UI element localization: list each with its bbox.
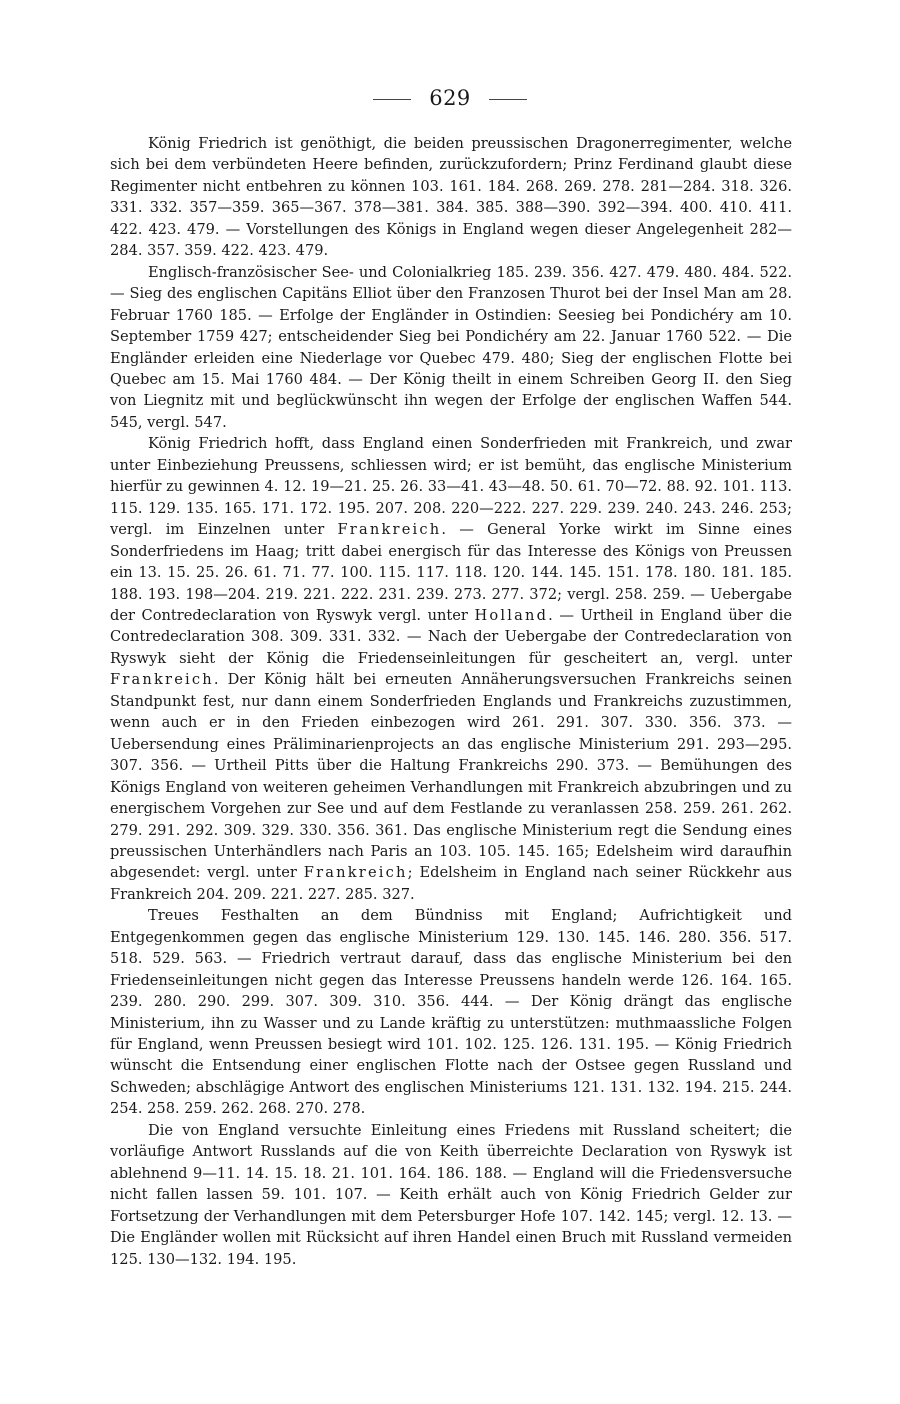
header-rule-right bbox=[489, 99, 527, 100]
cross-reference: Holland bbox=[474, 606, 549, 624]
text-run: Treues Festhalten an dem Bündniss mit England; Aufrichtigkeit und Entgegenkommen gegen das englische Ministerium 129. 130. 145. 146. 280. 356. 517. 518. 529. 563. — Friedrich vertraut darauf, dass das englische Ministerium bei den Friedenseinleitungen nicht gegen das Interesse Preussens handeln werde 126. 164. 165. 239. 280. 290. 299. 307. 309. 310. 356. 444. — Der König drängt das englische Ministerium, ihn zu Wasser und zu Lande kräftig zu unterstützen: muthmaassliche Folgen für England, wenn Preussen besiegt wird 101. 102. 125. 126. 131. 195. — König Friedrich wünscht die Entsendung einer englischen Flotte nach der Ostsee gegen Russland und Schweden; abschlägige Antwort des englischen Ministeriums 121. 131. 132. 194. 215. 244. 254. 258. 259. 262. 268. 270. 278. bbox=[110, 907, 792, 1118]
text-run: König Friedrich ist genöthigt, die beiden preussischen Dragonerregimenter, welche sich bei dem verbündeten Heere befinden, zurückzufordern; Prinz Ferdinand glaubt diese Regimenter nicht entbehren zu können 103. 161. 184. 268. 269. 278. 281—284. 318. 326. 331. 332. 357—359. 365—367. 378—381. 384. 385. 388—390. 392—394. 400. 410. 411. 422. 423. 479. — Vorstellungen des Königs in England wegen dieser Angelegenheit 282—284. 357. 359. 422. 423. 479. bbox=[110, 135, 792, 260]
page-header bbox=[0, 84, 900, 112]
paragraph-sonderfrieden bbox=[110, 433, 792, 905]
text-run: Die von England versuchte Einleitung eines Friedens mit Russland scheitert; die vorläufige Antwort Russlands auf die von Keith überreichte Declaration von Ryswyk ist ablehnend 9—11. 14. 15. 18. 21. 101. 164. 186. 188. — England will die Friedensversuche nicht fallen lassen 59. 101. 107. — Keith erhält auch von König Friedrich Gelder zur Fortsetzung der Verhandlungen mit dem Petersburger Hofe 107. 142. 145; vergl. 12. 13. — Die Engländer wollen mit Rücksicht auf ihren Handel einen Bruch mit Russland vermeiden 125. 130—132. 194. 195. bbox=[110, 1121, 792, 1268]
text-run: . Der König hält bei erneuten Annäherungsversuchen Frankreichs seinen Standpunkt fest, nur dann einem Sonderfrieden Englands und Frankreichs zuzustimmen, wenn auch er in den Frieden einbezogen wird 261. 291. 307. 330. 356. 373. — Uebersendung eines Präliminarienprojects an das englische Ministerium 291. 293—295. 307. 356. — Urtheil Pitts über die Haltung Frankreichs 290. 373. — Bemühungen des Königs England von weiteren geheimen Verhandlungen mit Frankreich abzubringen und zu energischem Vorgehen zur See und auf dem Festlande zu veranlassen 258. 259. 261. 262. 279. 291. 292. 309. 329. 330. 356. 361. Das englische Ministerium regt die Sendung eines preussischen Unterhändlers nach Paris an 103. 105. 145. 165; Edelsheim wird daraufhin abgesendet: vergl. unter bbox=[110, 671, 792, 882]
cross-reference: Frankreich bbox=[303, 864, 408, 882]
paragraph-buendniss bbox=[110, 905, 792, 1120]
text-run: Englisch-französischer See- und Colonialkrieg 185. 239. 356. 427. 479. 480. 484. 522. — Sieg des englischen Capitäns Elliot über den Franzosen Thurot bei der Insel Man am 28. Februar 1760 185. — Erfolge der Engländer in Ostindien: Seesieg bei Pondichéry am 10. September 1759 427; entscheidender Sieg bei Pondichéry am 22. Januar 1760 522. — Die Engländer erleiden eine Niederlage vor Quebec 479. 480; Sieg der englischen Flotte bei Quebec am 15. Mai 1760 484. — Der König theilt in einem Schreiben Georg II. den Sieg von Liegnitz mit und beglückwünscht ihn wegen der Erfolge der englischen Waffen 544. 545, vergl. 547. bbox=[110, 263, 792, 431]
paragraph-dragonerregimenter bbox=[110, 133, 792, 262]
header-rule-left bbox=[373, 99, 411, 100]
text-run: König Friedrich hofft, dass England einen Sonderfrieden mit Frankreich, und zwar unter Einbeziehung Preussens, schliessen wird; er ist bemüht, das englische Ministerium hierfür zu gewinnen 4. 12. 19—21. 25. 26. 33—41. 43—48. 50. 61. 70—72. 88. 92. 101. 113. 115. 129. 135. 165. 171. 172. 195. 207. 208. 220—222. 227. 229. 239. 240. 243. 246. 253; vergl. im Einzelnen unter bbox=[110, 435, 792, 539]
page-number: 629 bbox=[429, 86, 471, 110]
cross-reference: Frankreich bbox=[337, 521, 442, 539]
text-run: . — General Yorke wirkt im Sinne eines Sonderfriedens im Haag; tritt dabei energisch für das Interesse des Königs von Preussen ein 13. 15. 25. 26. 61. 71. 77. 100. 115. 117. 118. 120. 144. 145. 151. 178. 180. 181. 185. 188. 193. 198—204. 219. 221. 222. 231. 239. 273. 277. 372; vergl. 258. 259. — Uebergabe der Contredeclaration von Ryswyk vergl. unter bbox=[110, 521, 792, 624]
text-run: ; Edelsheim in England nach seiner Rückkehr aus Frankreich 204. 209. 221. 227. 285. 327. bbox=[110, 864, 792, 903]
index-text-body bbox=[110, 133, 792, 1270]
text-run: . — Urtheil in England über die Contredeclaration 308. 309. 331. 332. — Nach der Uebergabe der Contredeclaration von Ryswyk sieht der König die Friedenseinleitungen für gescheitert an, vergl. unter bbox=[110, 606, 792, 667]
paragraph-colonialkrieg bbox=[110, 262, 792, 434]
cross-reference: Frankreich bbox=[110, 671, 214, 689]
paragraph-russland bbox=[110, 1120, 792, 1270]
